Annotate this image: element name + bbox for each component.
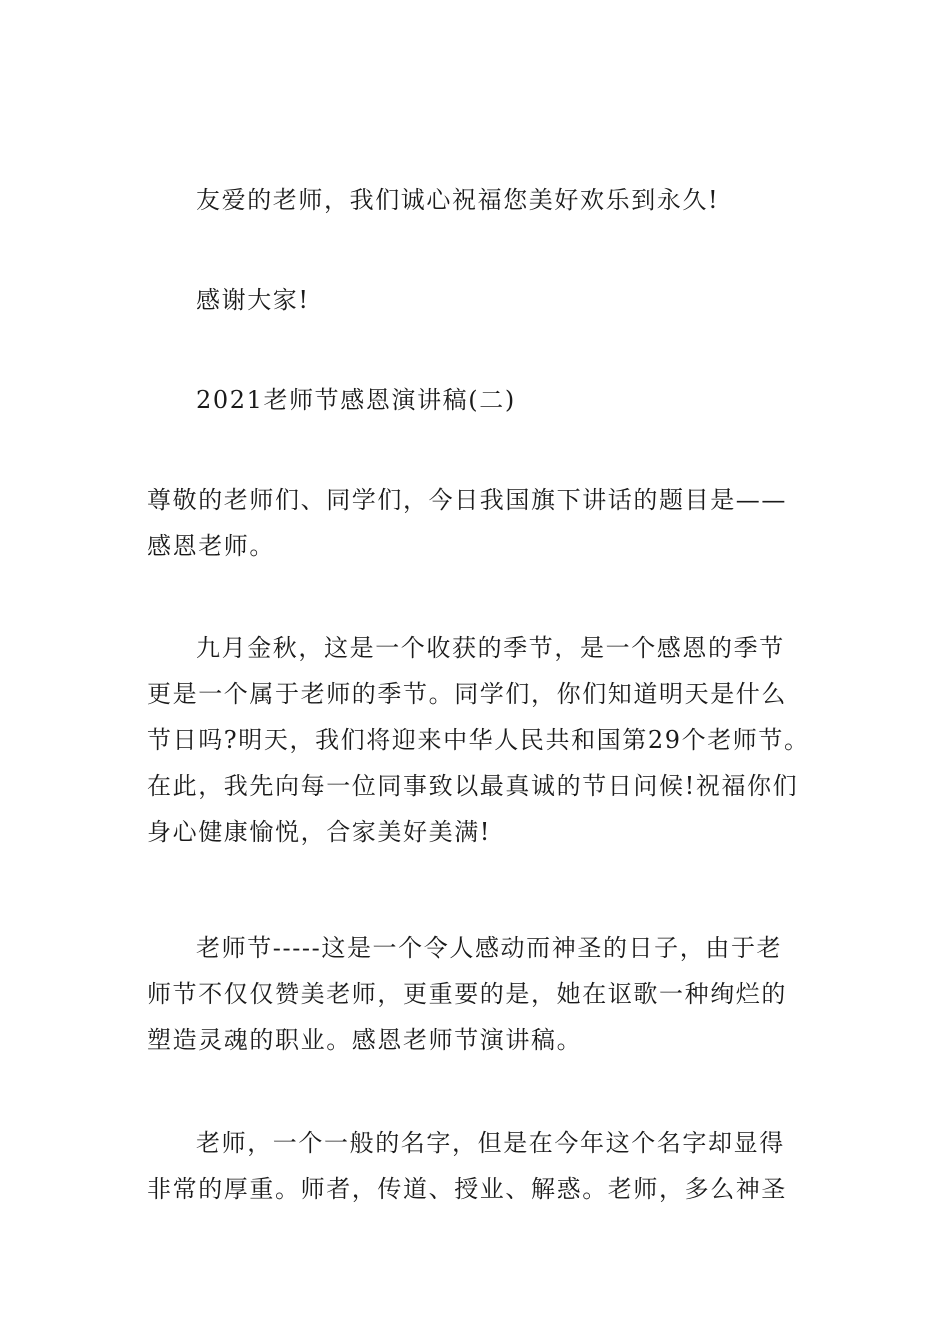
autumn-line-4: 在此，我先向每一位同事致以最真诚的节日问候!祝福你们	[147, 772, 799, 800]
teacher-name-line-1: 老师，一个一般的名字，但是在今年这个名字却显得	[196, 1129, 785, 1157]
teacher-name-paragraph	[147, 1120, 812, 1212]
teachers-day-line-3: 塑造灵魂的职业。感恩老师节演讲稿。	[147, 1026, 583, 1054]
autumn-line-1: 九月金秋，这是一个收获的季节，是一个感恩的季节	[196, 634, 785, 662]
autumn-line-3: 节日吗?明天，我们将迎来中华人民共和国第29个老师节。	[147, 726, 810, 754]
teacher-name-line-2: 非常的厚重。师者，传道、授业、解惑。老师，多么神圣	[147, 1175, 787, 1203]
opening-paragraph	[147, 477, 812, 569]
autumn-paragraph	[147, 625, 812, 855]
blessing-line: 友爱的老师，我们诚心祝福您美好欢乐到永久!	[196, 186, 720, 214]
teachers-day-line-2: 师节不仅仅赞美老师，更重要的是，她在讴歌一种绚烂的	[147, 980, 787, 1008]
teachers-day-line-1: 老师节-----这是一个令人感动而神圣的日子，由于老	[196, 934, 783, 962]
autumn-line-5: 身心健康愉悦，合家美好美满!	[147, 818, 492, 846]
speech-heading: 2021老师节感恩演讲稿(二)	[196, 386, 516, 414]
thanks-line: 感谢大家!	[196, 286, 310, 314]
opening-line-1: 尊敬的老师们、同学们，今日我国旗下讲话的题目是——	[147, 486, 787, 514]
opening-line-2: 感恩老师。	[147, 532, 275, 560]
autumn-line-2: 更是一个属于老师的季节。同学们，你们知道明天是什么	[147, 680, 787, 708]
teachers-day-paragraph	[147, 925, 812, 1063]
